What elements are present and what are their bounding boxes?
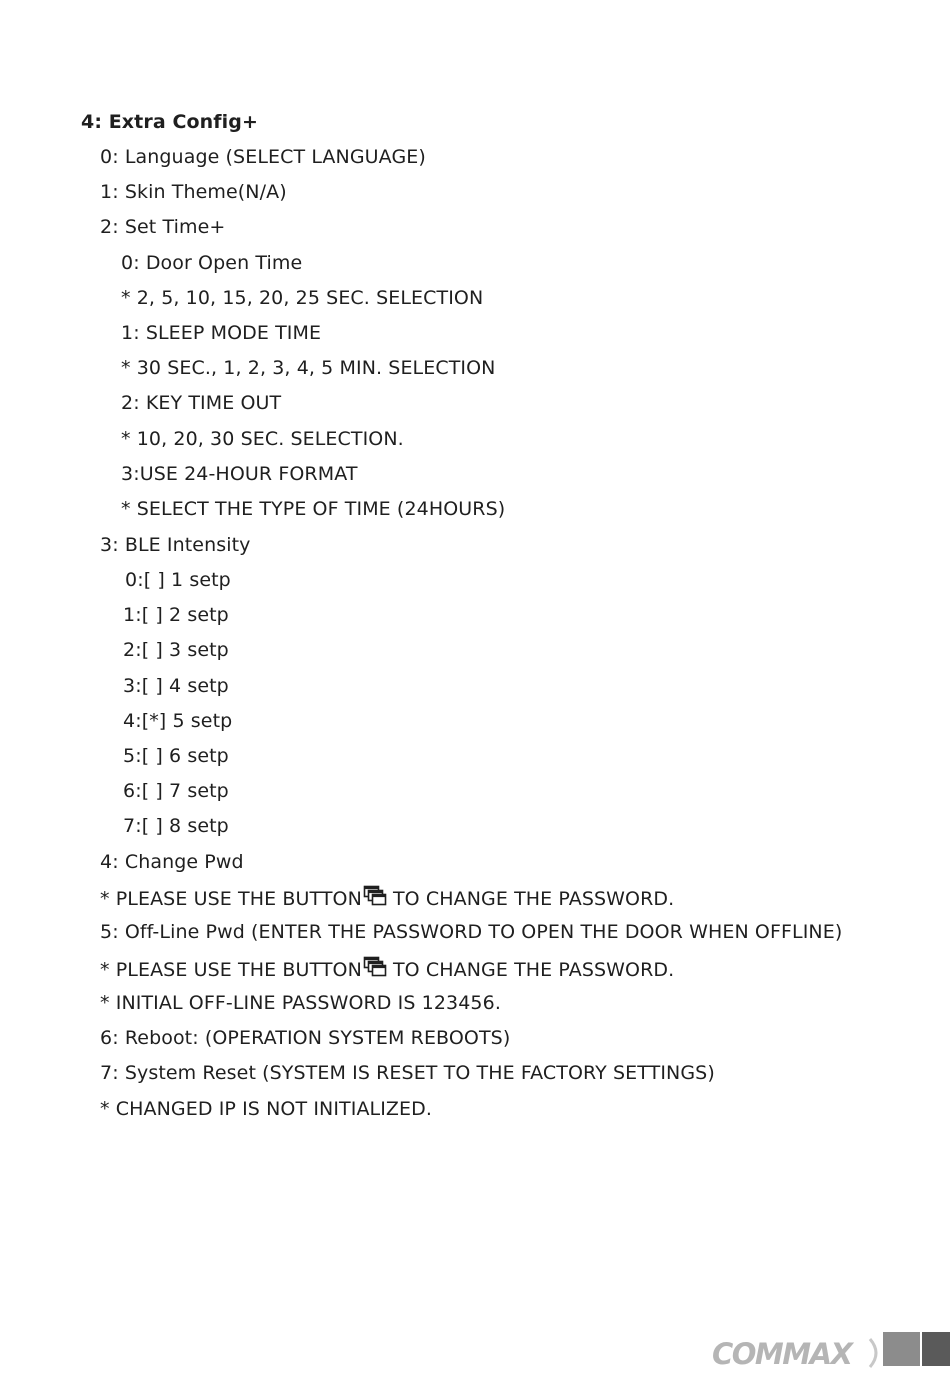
ble-option-2: 1:[ ] 2 setp bbox=[123, 604, 229, 626]
note-sleep-mode-time: * 30 SEC., 1, 2, 3, 4, 5 MIN. SELECTION bbox=[121, 357, 496, 379]
ble-option-6: 5:[ ] 6 setp bbox=[123, 745, 229, 767]
note-offline-pwd-suffix: TO CHANGE THE PASSWORD. bbox=[392, 959, 675, 981]
submenu-24-hour-format: 3:USE 24-HOUR FORMAT bbox=[121, 463, 358, 485]
menu-item-ble-intensity: 3: BLE Intensity bbox=[100, 534, 251, 556]
stacked-windows-icon bbox=[363, 956, 387, 978]
note-change-pwd-suffix: TO CHANGE THE PASSWORD. bbox=[392, 888, 675, 910]
stacked-windows-icon bbox=[363, 885, 387, 907]
submenu-door-open-time: 0: Door Open Time bbox=[121, 252, 303, 274]
ble-option-4: 3:[ ] 4 setp bbox=[123, 675, 229, 697]
menu-item-set-time: 2: Set Time+ bbox=[100, 216, 226, 238]
submenu-sleep-mode-time: 1: SLEEP MODE TIME bbox=[121, 322, 322, 344]
ble-option-5-selected: 4:[*] 5 setp bbox=[123, 710, 233, 732]
menu-item-offline-pwd: 5: Off-Line Pwd (ENTER THE PASSWORD TO OPEN THE DOOR WHEN OFFLINE) bbox=[100, 921, 843, 943]
menu-item-change-pwd: 4: Change Pwd bbox=[100, 851, 244, 873]
note-24-hour-format: * SELECT THE TYPE OF TIME (24HOURS) bbox=[121, 498, 506, 520]
note-offline-pwd-prefix: * PLEASE USE THE BUTTON bbox=[100, 959, 362, 981]
ble-option-7: 6:[ ] 7 setp bbox=[123, 780, 229, 802]
menu-item-language: 0: Language (SELECT LANGUAGE) bbox=[100, 146, 426, 168]
note-change-pwd bbox=[100, 885, 674, 911]
note-key-time-out: * 10, 20, 30 SEC. SELECTION. bbox=[121, 428, 404, 450]
note-initial-offline-pwd: * INITIAL OFF-LINE PASSWORD IS 123456. bbox=[100, 992, 501, 1014]
ble-option-8: 7:[ ] 8 setp bbox=[123, 815, 229, 837]
menu-item-reboot: 6: Reboot: (OPERATION SYSTEM REBOOTS) bbox=[100, 1027, 511, 1049]
submenu-key-time-out: 2: KEY TIME OUT bbox=[121, 392, 282, 414]
commax-logo-text: COMMAX bbox=[712, 1337, 852, 1371]
note-door-open-time: * 2, 5, 10, 15, 20, 25 SEC. SELECTION bbox=[121, 287, 484, 309]
commax-logo bbox=[710, 1335, 885, 1371]
note-offline-pwd bbox=[100, 956, 674, 982]
note-change-pwd-prefix: * PLEASE USE THE BUTTON bbox=[100, 888, 362, 910]
ble-option-3: 2:[ ] 3 setp bbox=[123, 639, 229, 661]
ble-option-1: 0:[ ] 1 setp bbox=[125, 569, 231, 591]
menu-item-system-reset: 7: System Reset (SYSTEM IS RESET TO THE FACTORY SETTINGS) bbox=[100, 1062, 715, 1084]
section-heading: 4: Extra Config+ bbox=[81, 111, 258, 133]
menu-item-skin-theme: 1: Skin Theme(N/A) bbox=[100, 181, 287, 203]
note-ip-not-initialized: * CHANGED IP IS NOT INITIALIZED. bbox=[100, 1098, 433, 1120]
page-tab bbox=[883, 1332, 950, 1366]
